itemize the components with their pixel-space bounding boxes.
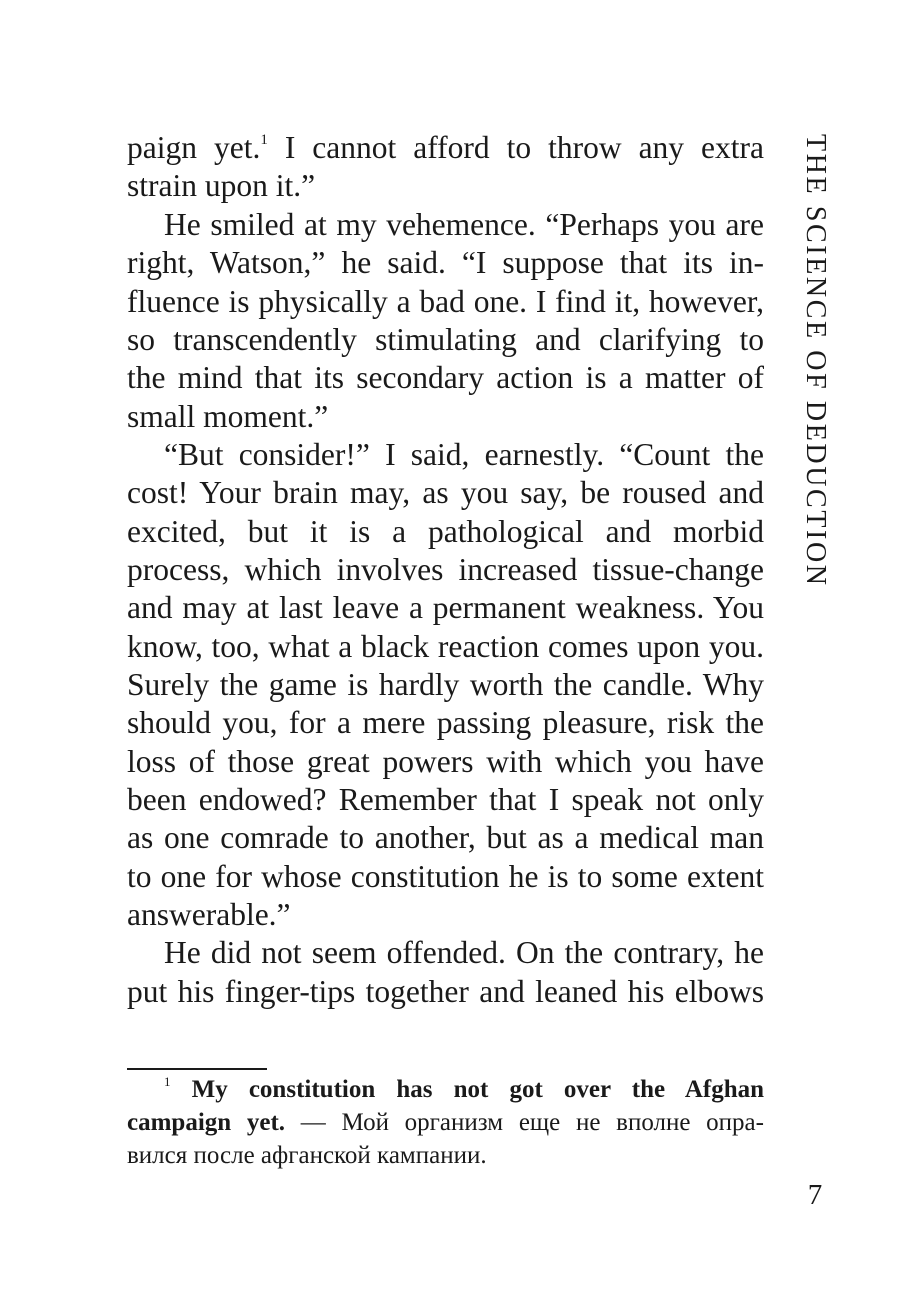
body-line: He did not seem offended. On the contrary, he [164, 935, 764, 970]
body-line: right, Watson,” he said. “I suppose that its in- [127, 245, 764, 280]
body-line: loss of those great powers with which you have [127, 744, 764, 779]
body-line: know, too, what a black reaction comes upon you. [127, 629, 764, 664]
body-line: answerable.” [127, 897, 291, 932]
footnote-marker: 1 [164, 1074, 171, 1089]
page-number: 7 [807, 1179, 823, 1211]
footnote-line: $^1$ My constitution has not got over the Afghan [164, 1074, 765, 1103]
body-line: put his finger-tips together and leaned his elbows [127, 974, 764, 1009]
body-line: strain upon it.” [127, 168, 316, 203]
body-line: cost! Your brain may, as you say, be roused and [127, 475, 764, 510]
body-line: and may at last leave a permanent weakness. You [127, 590, 764, 625]
footnote-rule [127, 1068, 267, 1070]
body-line: to one for whose constitution he is to some extent [127, 859, 764, 894]
body-line: Surely the game is hardly worth the candle. Why [127, 667, 764, 702]
body-line: excited, but it is a pathological and morbid [127, 514, 764, 549]
body-line: so transcendently stimulating and clarifying to [127, 322, 764, 357]
body-line: process, which involves increased tissue-change [127, 552, 764, 587]
footnote-ref: 1 [260, 132, 268, 148]
body-line: the mind that its secondary action is a matter of [127, 360, 764, 395]
footnote-line: вился после афганской кампании. [127, 1142, 487, 1169]
body-line: fluence is physically a bad one. I find it, however, [127, 284, 764, 319]
body-line: small moment.” [127, 399, 329, 434]
body-line: should you, for a mere passing pleasure, risk the [127, 705, 764, 740]
body-line: been endowed? Remember that I speak not only [127, 782, 764, 817]
body-line: as one comrade to another, but as a medical man [127, 820, 764, 855]
body-line: He smiled at my vehemence. “Perhaps you are [164, 207, 764, 242]
running-head: THE SCIENCE OF DEDUCTION [800, 134, 831, 588]
body-line: “But consider!” I said, earnestly. “Count the [164, 437, 764, 472]
body-line: paign yet.$^1$ I cannot afford to throw any extra [127, 130, 764, 165]
footnote-line: campaign yet. — Мой организм еще не вполне опра- [127, 1109, 764, 1136]
